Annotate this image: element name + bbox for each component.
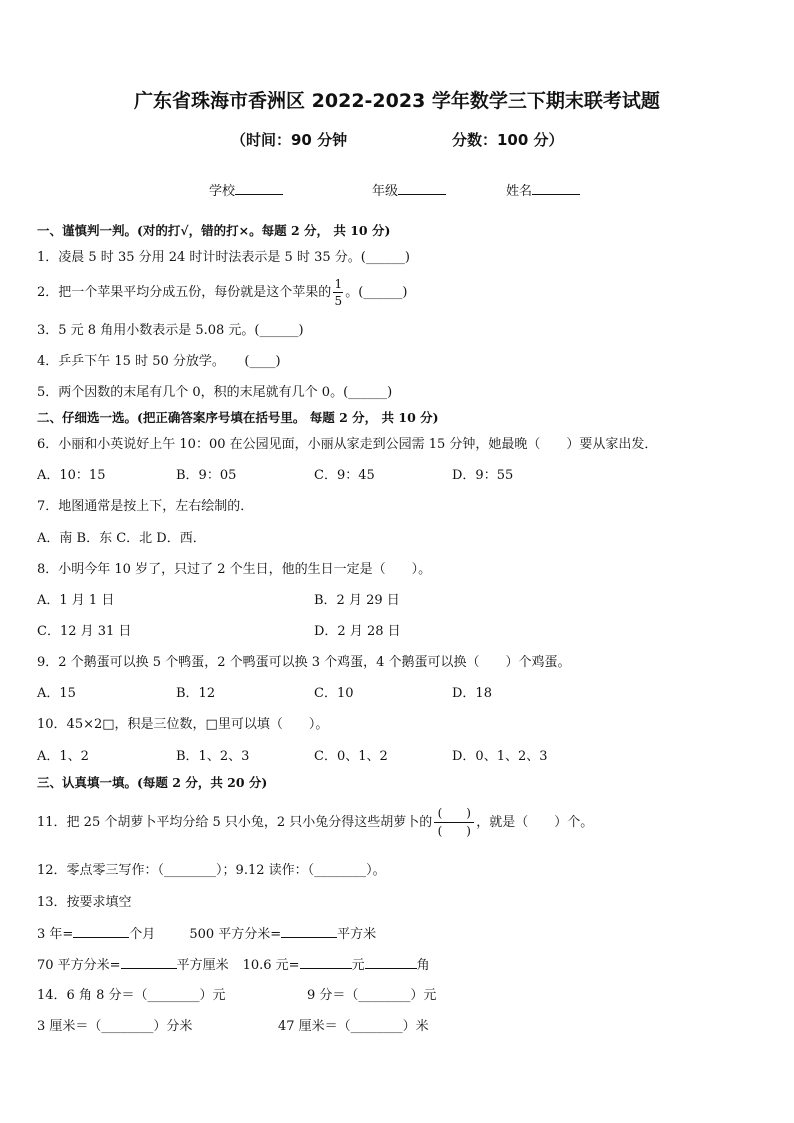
question-10-option-c: C．0、1、2 xyxy=(314,749,388,764)
months-blank[interactable] xyxy=(73,925,129,938)
question-10-option-d: D．0、1、2、3 xyxy=(452,749,548,764)
question-3: 3．5 元 8 角用小数表示是 5.08 元。(______) xyxy=(37,323,304,338)
fraction-one-fifth xyxy=(333,277,343,308)
question-12: 12．零点零三写作：（________）；9.12 读作：（________）。 xyxy=(37,863,386,878)
question-14-part-1: 14．6 角 8 分＝（________）元 xyxy=(37,988,226,1003)
yuan-unit: 元 xyxy=(351,958,365,973)
question-9: 9．2 个鹅蛋可以换 5 个鸭蛋，2 个鸭蛋可以换 3 个鸡蛋，4 个鹅蛋可以换（ ）个鸡蛋。 xyxy=(37,655,571,670)
question-10: 10．45×2□，积是三位数，□里可以填（ ）。 xyxy=(37,717,329,732)
months-unit: 个月 xyxy=(129,927,156,942)
name-field xyxy=(506,180,580,199)
question-8-option-b: B．2 月 29 日 xyxy=(314,593,400,608)
sq-cm-blank[interactable] xyxy=(121,956,177,969)
section-2-heading: 二、仔细选一选。(把正确答案序号填在括号里。 每题 2 分， 共 10 分) xyxy=(37,410,439,425)
sq-m-blank[interactable] xyxy=(281,925,337,938)
sq-dm-70-label: 70 平方分米= xyxy=(37,958,121,973)
question-10-option-a: A．1、2 xyxy=(37,749,89,764)
question-14-part-2: 9 分＝（________）元 xyxy=(307,988,437,1003)
question-6-option-a: A．10：15 xyxy=(37,468,106,483)
question-8-option-d: D．2 月 28 日 xyxy=(314,624,401,639)
blank-fraction[interactable] xyxy=(434,806,474,839)
question-6: 6．小丽和小英说好上午 10：00 在公园见面，小丽从家走到公园需 15 分钟，她最晚（ ）要从家出发． xyxy=(37,437,658,452)
name-label: 姓名 xyxy=(506,184,533,199)
blank-denominator: ( ) xyxy=(437,824,471,838)
school-label: 学校 xyxy=(209,184,236,199)
question-6-option-c: C．9：45 xyxy=(314,468,375,483)
section-1-heading: 一、谨慎判一判。(对的打√，错的打×。每题 2 分， 共 10 分) xyxy=(37,223,391,238)
question-13: 13．按要求填空 xyxy=(37,895,132,910)
section-3-heading: 三、认真填一填。(每题 2 分，共 20 分) xyxy=(37,775,268,790)
question-14-part-3: 3 厘米＝（________）分米 xyxy=(37,1019,193,1034)
question-13-row-2 xyxy=(37,956,430,975)
question-1: 1．凌晨 5 时 35 分用 24 时计时法表示是 5 时 35 分。(______) xyxy=(37,250,410,265)
score-info: 分数：100 分） xyxy=(452,131,564,149)
question-7: 7．地图通常是按上下，左右绘制的． xyxy=(37,499,254,514)
school-blank[interactable] xyxy=(235,182,283,195)
sq-m-unit: 平方米 xyxy=(337,927,377,942)
sq-cm-unit: 平方厘米 xyxy=(176,958,229,973)
years-label: 3 年= xyxy=(37,927,74,942)
question-13-row-1 xyxy=(37,925,376,944)
name-blank[interactable] xyxy=(532,182,580,195)
question-11 xyxy=(37,806,593,839)
fraction-denominator: 5 xyxy=(334,294,343,308)
sq-dm-label: 500 平方分米= xyxy=(189,927,282,942)
question-8-option-c: C．12 月 31 日 xyxy=(37,624,132,639)
question-9-option-c: C．10 xyxy=(314,686,354,701)
jiao-unit: 角 xyxy=(416,958,430,973)
question-9-option-a: A．15 xyxy=(37,686,76,701)
jiao-blank[interactable] xyxy=(365,956,417,969)
question-5: 5．两个因数的末尾有几个 0，积的末尾就有几个 0。(______) xyxy=(37,385,393,400)
question-9-option-d: D．18 xyxy=(452,686,492,701)
grade-blank[interactable] xyxy=(398,182,446,195)
question-6-option-d: D．9：55 xyxy=(452,468,514,483)
question-8-option-a: A．1 月 1 日 xyxy=(37,593,115,608)
time-info: （时间：90 分钟 xyxy=(231,131,348,149)
question-2-blank: 。(______) xyxy=(345,285,408,300)
yuan-blank[interactable] xyxy=(300,956,352,969)
question-4: 4．乒乒下午 15 时 50 分放学。 (____) xyxy=(37,354,281,369)
yuan-label: 10.6 元= xyxy=(242,958,300,973)
question-11-tail: ，就是（ ）个。 xyxy=(476,815,594,830)
page-title: 广东省珠海市香洲区 2022-2023 学年数学三下期末联考试题 xyxy=(134,90,660,112)
question-2 xyxy=(37,277,407,308)
grade-field xyxy=(372,180,446,199)
grade-label: 年级 xyxy=(372,184,399,199)
fraction-numerator: 1 xyxy=(334,277,343,291)
blank-numerator: ( ) xyxy=(437,806,471,820)
question-2-text: 2．把一个苹果平均分成五份，每份就是这个苹果的 xyxy=(37,285,332,300)
question-14-part-4: 47 厘米＝（________）米 xyxy=(278,1019,429,1034)
question-7-options: A．南 B．东 C．北 D．西． xyxy=(37,531,206,546)
question-8: 8．小明今年 10 岁了，只过了 2 个生日，他的生日一定是（ ）。 xyxy=(37,562,432,577)
question-10-option-b: B．1、2、3 xyxy=(176,749,250,764)
question-11-text: 11．把 25 个胡萝卜平均分给 5 只小兔，2 只小兔分得这些胡萝卜的 xyxy=(37,815,433,830)
school-field xyxy=(209,180,283,199)
question-9-option-b: B．12 xyxy=(176,686,216,701)
question-6-option-b: B．9：05 xyxy=(176,468,237,483)
